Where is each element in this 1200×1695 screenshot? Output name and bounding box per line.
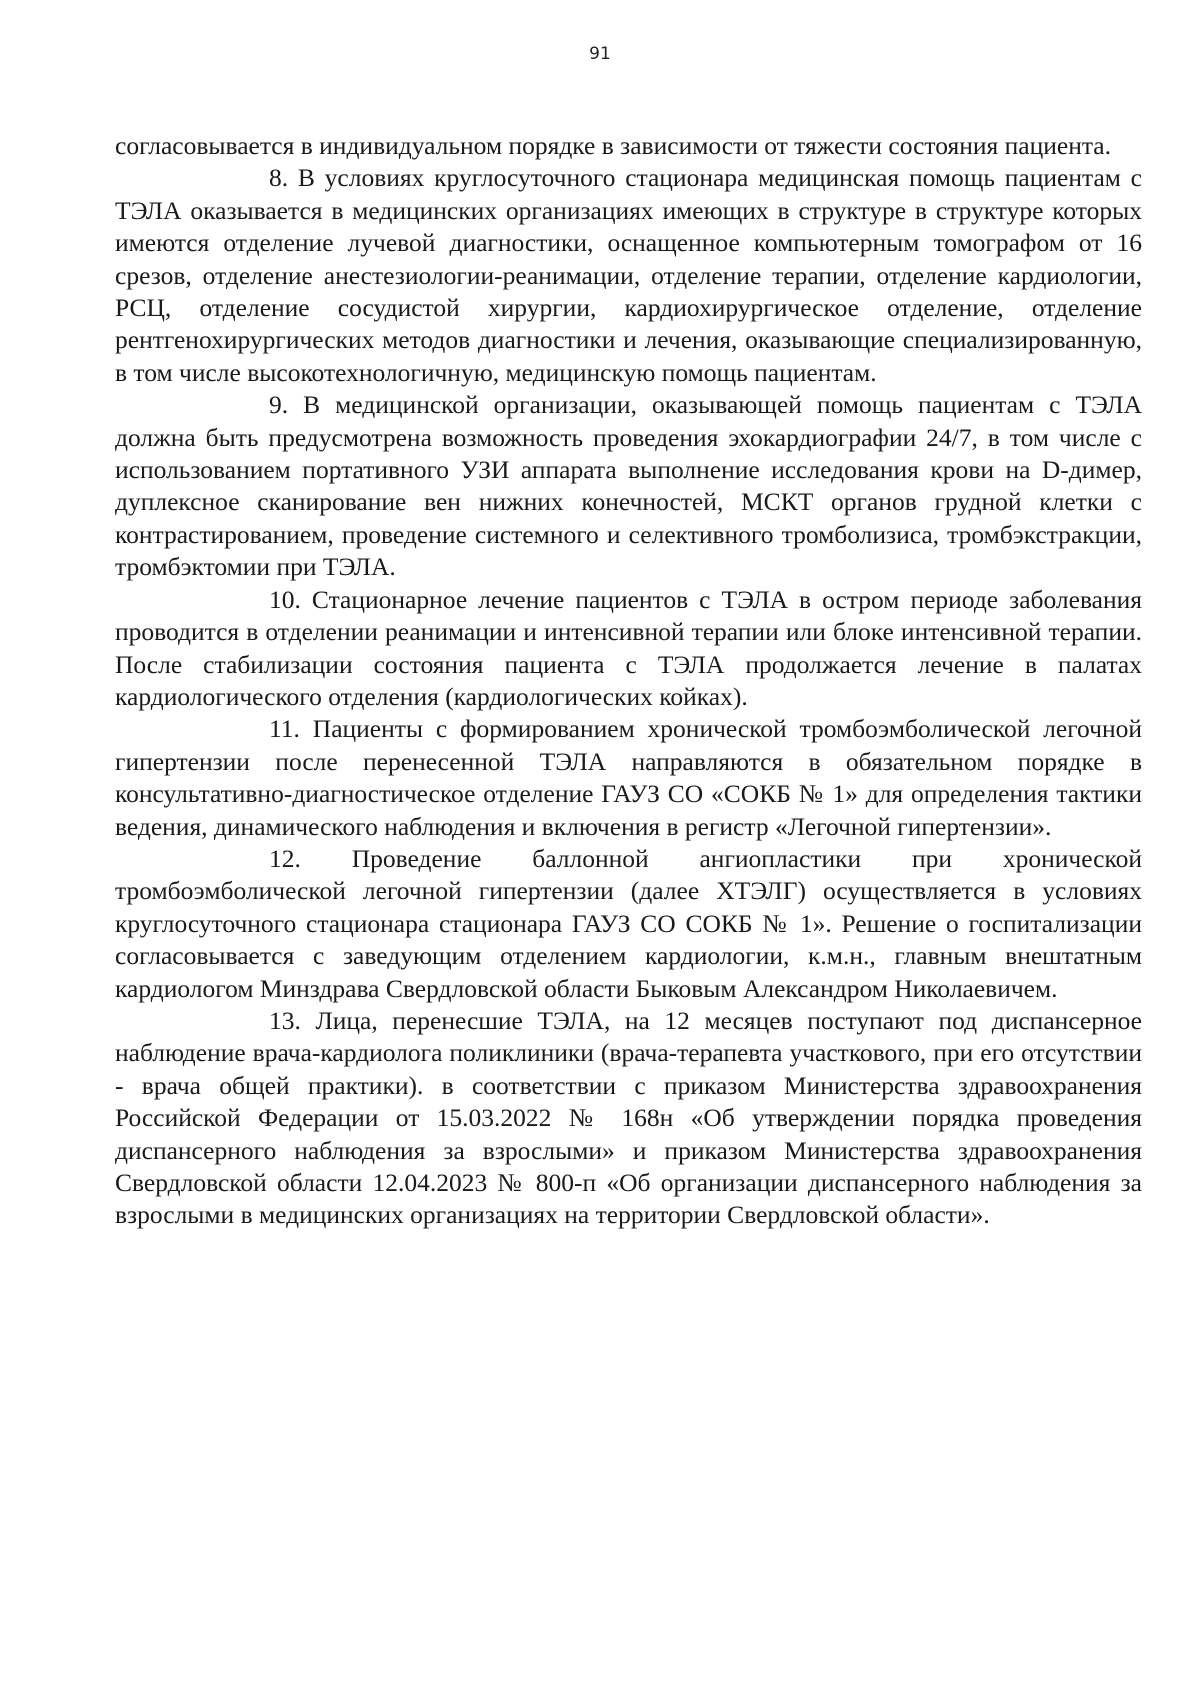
item-number: 10.: [269, 584, 301, 614]
paragraph-item-9: [115, 389, 1142, 583]
paragraph-item-8: [115, 162, 1142, 389]
item-number: 12.: [269, 843, 301, 873]
paragraph-item-11: [115, 713, 1142, 843]
page-number: 91: [589, 44, 611, 64]
document-body: [115, 130, 1142, 1232]
item-text: Пациенты с формированием хронической тромбоэмболической легочной гипертензии после перенесенной ТЭЛА направляются в обязательном порядке в консультативно-диагностическое отделение ГАУЗ СО «СОКБ № 1» для определения тактики ведения, динамического наблюдения и включения в регистр «Легочной гипертензии».: [115, 714, 1143, 841]
item-text: В медицинской организации, оказывающей помощь пациентам с ТЭЛА должна быть предусмотрена возможность проведения эхокардиографии 24/7, в том числе с использованием портативного УЗИ аппарата выполнение исследования крови на D-димер, дуплексное сканирование вен нижних конечностей, МСКТ органов грудной клетки с контрастированием, проведение системного и селективного тромболизиса, тромбэкстракции, тромбэктомии при ТЭЛА.: [115, 390, 1142, 582]
item-text: Лица, перенесшие ТЭЛА, на 12 месяцев поступают под диспансерное наблюдение врача-кардиолога поликлиники (врача-терапевта участкового, при его отсутствии - врача общей практики). в соответствии с приказом Министерства здравоохранения Российской Федерации от 15.03.2022 № 168н «Об утверждении порядка проведения диспансерного наблюдения за взрослыми» и приказом Министерства здравоохранения Свердловской области 12.04.2023 № 800-п «Об организации диспансерного наблюдения за взрослыми в медицинских организациях на территории Свердловской области».: [115, 1005, 1143, 1230]
item-number: 9.: [269, 390, 289, 420]
paragraph-item-12: [115, 843, 1142, 1005]
item-text: Проведение баллонной ангиопластики при хронической тромбоэмболической легочной гипертензии (далее ХТЭЛГ) осуществляется в условиях круглосуточного стационара стационара ГАУЗ СО СОКБ № 1». Решение о госпитализации согласовывается с заведующим отделением кардиологии, к.м.н., главным внештатным кардиологом Минздрава Свердловской области Быковым Александром Николаевичем.: [115, 843, 1142, 1003]
item-text: Стационарное лечение пациентов с ТЭЛА в остром периоде заболевания проводится в отделении реанимации и интенсивной терапии или блоке интенсивной терапии. После стабилизации состояния пациента с ТЭЛА продолжается лечение в палатах кардиологического отделения (кардиологических койках).: [115, 584, 1143, 711]
item-text: В условиях круглосуточного стационара медицинская помощь пациентам с ТЭЛА оказывается в медицинских организациях имеющих в структуре в структуре которых имеются отделение лучевой диагностики, оснащенное компьютерным томографом от 16 срезов, отделение анестезиологии-реанимации, отделение терапии, отделение кардиологии, РСЦ, отделение сосудистой хирургии, кардиохирургическое отделение, отделение рентгенохирургических методов диагностики и лечения, оказывающие специализированную, в том числе высокотехнологичную, медицинскую помощь пациентам.: [115, 163, 1143, 387]
item-number: 13.: [269, 1005, 301, 1035]
paragraph-continuation: согласовывается в индивидуальном порядке в зависимости от тяжести состояния пациента.: [115, 131, 1111, 160]
item-number: 11.: [269, 714, 300, 744]
paragraph-item-13: [115, 1005, 1142, 1232]
item-number: 8.: [269, 163, 289, 193]
paragraph-item-10: [115, 584, 1142, 714]
